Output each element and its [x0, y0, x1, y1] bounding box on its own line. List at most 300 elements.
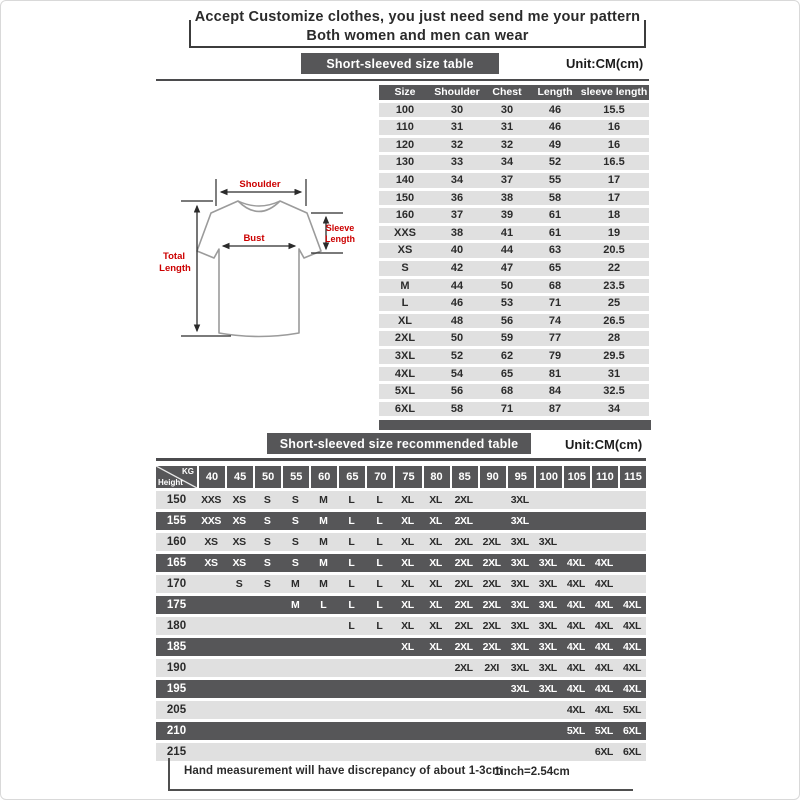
- recommended-size-cell: L: [376, 577, 383, 590]
- recommended-size-cell: 3XL: [538, 598, 557, 611]
- recommended-size-cell: XL: [401, 556, 414, 569]
- size-table-cell: 54: [450, 367, 464, 380]
- recommended-size-cell: 4XL: [594, 598, 613, 611]
- recommended-table-rows: [156, 491, 646, 761]
- recommended-size-cell: 4XL: [566, 661, 585, 674]
- height-cell: 170: [166, 577, 187, 590]
- recommended-size-cell: 3XL: [510, 598, 529, 611]
- recommended-size-cell: [197, 722, 225, 740]
- recommended-size-cell: 6XL: [594, 745, 613, 758]
- recommended-table-row: [156, 533, 646, 551]
- size-table-cell: 100: [395, 103, 415, 116]
- weight-header-cell: 70: [367, 466, 393, 488]
- recommended-size-cell: [253, 659, 281, 677]
- top-note: [191, 8, 644, 45]
- recommended-size-cell: L: [348, 514, 355, 527]
- size-table-cell: 71: [500, 402, 514, 415]
- size-table-cell: 5XL: [394, 385, 416, 398]
- recommended-size-cell: 2XL: [454, 598, 473, 611]
- recommended-size-cell: 3XL: [510, 514, 529, 527]
- recommended-table-row: [156, 722, 646, 740]
- recommended-size-cell: [197, 680, 225, 698]
- size-table-cell: 55: [548, 173, 562, 186]
- size-table-cell: 30: [500, 103, 514, 116]
- recommended-size-cell: [422, 680, 450, 698]
- height-cell: 175: [166, 598, 187, 611]
- recommended-size-cell: [253, 722, 281, 740]
- recommended-table-row: [156, 596, 646, 614]
- recommended-size-cell: 4XL: [622, 598, 641, 611]
- size-table-cell: 62: [500, 349, 514, 362]
- size-table-cell: 44: [450, 279, 464, 292]
- recommended-size-cell: 3XL: [538, 661, 557, 674]
- sleeve-length-label-2: Length: [325, 234, 355, 244]
- size-table-cell: 49: [548, 138, 562, 151]
- recommended-table-row: [156, 701, 646, 719]
- size-table-cell: 71: [548, 297, 562, 310]
- recommended-size-cell: 4XL: [594, 577, 613, 590]
- size-table-cell: 50: [450, 332, 464, 345]
- recommended-size-cell: S: [263, 494, 271, 506]
- recommended-size-cell: [309, 722, 337, 740]
- size-table-cell: 68: [548, 279, 562, 292]
- recommended-size-cell: XL: [429, 598, 442, 611]
- recommended-table-row: [156, 617, 646, 635]
- size-table-cell: 47: [500, 261, 514, 274]
- top-note-line1: Accept Customize clothes, you just need send me your pattern: [194, 9, 641, 25]
- recommended-size-cell: 2XL: [454, 535, 473, 548]
- recommended-size-cell: [590, 491, 618, 509]
- size-table-cell: L: [401, 297, 409, 310]
- recommended-size-cell: [337, 680, 365, 698]
- recommended-size-cell: 3XL: [510, 535, 529, 548]
- recommended-size-cell: 2XL: [482, 598, 501, 611]
- size-table-cell: 65: [548, 261, 562, 274]
- total-length-label-1: Total: [163, 251, 185, 262]
- recommended-size-cell: [562, 512, 590, 530]
- recommended-size-cell: 3XL: [538, 640, 557, 653]
- recommended-size-cell: 2XL: [454, 577, 473, 590]
- recommended-size-cell: M: [291, 598, 300, 611]
- recommended-size-cell: [337, 701, 365, 719]
- recommended-size-cell: 4XL: [622, 640, 641, 653]
- size-table-row: [379, 261, 649, 276]
- recommended-table-row: [156, 554, 646, 572]
- size-table-cell: 16: [607, 121, 621, 134]
- tshirt-outline: [197, 201, 321, 337]
- recommended-size-cell: [365, 722, 393, 740]
- size-col-header: Chest: [492, 86, 522, 98]
- height-cell: 190: [166, 661, 187, 674]
- recommended-size-cell: XL: [429, 640, 442, 653]
- recommended-size-cell: L: [376, 619, 383, 632]
- recommended-size-cell: 4XL: [566, 577, 585, 590]
- size-table-cell: 65: [500, 367, 514, 380]
- size-table-cell: 19: [607, 226, 621, 239]
- recommended-size-cell: 2XL: [482, 535, 501, 548]
- recommended-size-cell: 6XL: [622, 724, 641, 737]
- weight-header-cell: 40: [199, 466, 225, 488]
- size-table-cell: 2XL: [394, 332, 416, 345]
- size-table-cell: XL: [397, 314, 413, 327]
- recommended-size-cell: [365, 680, 393, 698]
- weight-header-cell: 60: [311, 466, 337, 488]
- height-cell: 195: [166, 682, 187, 695]
- recommended-size-cell: 5XL: [622, 703, 641, 716]
- size-table-cell: 140: [395, 173, 415, 186]
- recommended-size-cell: [225, 722, 253, 740]
- size-table-cell: 34: [607, 402, 621, 415]
- size-table-row: [379, 349, 649, 364]
- recommended-table-row: [156, 659, 646, 677]
- size-table-cell: 17: [607, 173, 621, 186]
- size-table-cell: 74: [548, 314, 562, 327]
- size-table-row: [379, 208, 649, 223]
- recommended-size-cell: 4XL: [566, 682, 585, 695]
- height-cell: 150: [166, 494, 187, 506]
- divider-rule: [156, 79, 649, 81]
- recommended-size-cell: [225, 680, 253, 698]
- recommended-size-cell: 4XL: [566, 619, 585, 632]
- recommended-size-cell: S: [291, 535, 299, 548]
- recommended-size-cell: XS: [204, 535, 218, 548]
- recommended-size-cell: [365, 659, 393, 677]
- size-col-header: Shoulder: [434, 86, 480, 98]
- recommended-size-cell: XL: [429, 556, 442, 569]
- size-table-row: [379, 173, 649, 188]
- size-table-title: Short-sleeved size table: [301, 53, 499, 74]
- recommended-size-cell: [253, 638, 281, 656]
- recommended-size-cell: [534, 512, 562, 530]
- recommended-size-cell: L: [348, 494, 355, 506]
- recommended-size-cell: 3XL: [510, 640, 529, 653]
- size-table-cell: 16.5: [603, 156, 625, 169]
- size-col-header: Length: [537, 86, 573, 98]
- shoulder-label: Shoulder: [239, 179, 281, 190]
- size-table-cell: 39: [500, 209, 514, 222]
- recommended-size-cell: [309, 659, 337, 677]
- size-table-cell: 50: [500, 279, 514, 292]
- size-table-cell: 59: [500, 332, 514, 345]
- recommended-size-cell: [618, 554, 646, 572]
- recommended-size-cell: 4XL: [622, 619, 641, 632]
- recommended-size-cell: L: [376, 514, 383, 527]
- recommended-size-cell: 2XL: [482, 619, 501, 632]
- size-table-cell: 3XL: [394, 349, 416, 362]
- recommended-size-cell: [225, 617, 253, 635]
- recommended-size-cell: [197, 617, 225, 635]
- weight-header-cell: 55: [283, 466, 309, 488]
- size-table-row: [379, 331, 649, 346]
- recommended-size-cell: 2XL: [454, 514, 473, 527]
- size-table-cell: 32: [450, 138, 464, 151]
- recommended-size-cell: 2XL: [454, 556, 473, 569]
- recommended-size-cell: 2XL: [454, 494, 473, 506]
- recommended-size-cell: [281, 701, 309, 719]
- recommended-size-cell: [478, 722, 506, 740]
- size-table-cell: 37: [450, 209, 464, 222]
- size-table-cell: 6XL: [394, 402, 416, 415]
- size-table-cell: 41: [500, 226, 514, 239]
- size-table-cell: 56: [450, 385, 464, 398]
- size-table-row: [379, 138, 649, 153]
- recommended-size-cell: L: [348, 556, 355, 569]
- recommended-size-cell: XL: [429, 577, 442, 590]
- recommended-size-cell: 4XL: [566, 598, 585, 611]
- recommended-size-cell: [393, 680, 421, 698]
- recommended-size-cell: [197, 701, 225, 719]
- recommended-size-cell: 3XL: [510, 577, 529, 590]
- size-table-cell: XXS: [393, 226, 416, 239]
- size-table-cell: 15.5: [603, 103, 625, 116]
- recommended-size-cell: 3XL: [538, 619, 557, 632]
- recommended-size-cell: [478, 701, 506, 719]
- recommended-size-cell: [281, 722, 309, 740]
- recommended-size-cell: [450, 722, 478, 740]
- recommended-size-cell: S: [291, 556, 299, 569]
- recommended-size-cell: XL: [401, 577, 414, 590]
- height-cell: 215: [166, 745, 187, 758]
- size-table-cell: 40: [450, 244, 464, 257]
- recommended-size-cell: [197, 638, 225, 656]
- recommended-size-cell: [225, 659, 253, 677]
- size-table-cell: 42: [450, 261, 464, 274]
- weight-header-cell: 115: [620, 466, 646, 488]
- size-table-cell: 63: [548, 244, 562, 257]
- recommended-size-cell: L: [376, 535, 383, 548]
- size-table-cell: 52: [450, 349, 464, 362]
- recommended-size-cell: XL: [429, 514, 442, 527]
- recommended-size-cell: 3XL: [510, 619, 529, 632]
- recommended-size-cell: [478, 512, 506, 530]
- recommended-size-cell: XS: [232, 556, 246, 569]
- height-cell: 210: [166, 724, 187, 737]
- height-cell: 205: [166, 703, 187, 716]
- kg-height-corner-cell: [156, 466, 197, 488]
- recommended-size-cell: XL: [401, 494, 414, 506]
- size-table-cell: 30: [450, 103, 464, 116]
- recommended-size-cell: [309, 701, 337, 719]
- recommended-size-cell: [393, 701, 421, 719]
- size-table: [379, 85, 649, 419]
- bust-label: Bust: [243, 233, 265, 244]
- recommended-size-cell: [506, 722, 534, 740]
- size-table-cell: 87: [548, 402, 562, 415]
- size-table-cell: 150: [395, 191, 415, 204]
- size-table-row: [379, 279, 649, 294]
- recommended-size-cell: 3XL: [510, 556, 529, 569]
- size-col-header: sleeve length: [580, 86, 648, 98]
- size-table-cell: 46: [548, 103, 562, 116]
- recommended-size-cell: [365, 701, 393, 719]
- recommended-size-cell: 4XL: [594, 556, 613, 569]
- size-table-row: [379, 384, 649, 399]
- size-table-cell: 23.5: [603, 279, 625, 292]
- recommended-size-cell: S: [263, 556, 271, 569]
- recommended-size-cell: [534, 701, 562, 719]
- recommended-size-cell: 3XL: [538, 535, 557, 548]
- size-table-cell: 46: [450, 297, 464, 310]
- recommended-size-cell: S: [235, 577, 243, 590]
- weight-header-cell: 80: [424, 466, 450, 488]
- size-table-cell: 26.5: [603, 314, 625, 327]
- weight-header-cell: 95: [508, 466, 534, 488]
- recommended-size-cell: [253, 596, 281, 614]
- recommended-table-row: [156, 575, 646, 593]
- recommended-size-cell: [450, 680, 478, 698]
- recommended-size-cell: M: [319, 494, 328, 506]
- recommended-size-cell: [197, 659, 225, 677]
- recommended-size-cell: [422, 659, 450, 677]
- recommended-size-cell: [618, 575, 646, 593]
- size-table-cell: 110: [396, 121, 414, 134]
- size-table-cell: 37: [500, 173, 514, 186]
- size-table-cell: S: [401, 261, 409, 274]
- size-table-cell: XS: [397, 244, 413, 257]
- size-table-cell: 38: [500, 191, 514, 204]
- recommended-size-cell: XL: [401, 640, 414, 653]
- recommended-size-cell: XL: [429, 535, 442, 548]
- size-table-cell: 81: [548, 367, 562, 380]
- divider-rule-2: [156, 458, 646, 461]
- recommended-size-cell: 4XL: [594, 682, 613, 695]
- recommended-size-cell: [309, 638, 337, 656]
- recommended-size-cell: S: [263, 577, 271, 590]
- recommended-size-cell: [618, 491, 646, 509]
- recommended-size-cell: [393, 659, 421, 677]
- recommended-size-cell: XL: [401, 514, 414, 527]
- recommended-size-cell: 4XL: [566, 703, 585, 716]
- size-table-row: [379, 191, 649, 206]
- recommended-size-cell: [309, 680, 337, 698]
- recommended-size-cell: [281, 659, 309, 677]
- recommended-size-cell: L: [348, 598, 355, 611]
- recommended-size-cell: [534, 491, 562, 509]
- recommended-size-cell: [225, 701, 253, 719]
- recommended-size-cell: [422, 701, 450, 719]
- size-table-row: [379, 314, 649, 329]
- recommended-size-cell: XS: [232, 494, 246, 506]
- size-table-row: [379, 103, 649, 118]
- size-table-cell: 22: [607, 261, 621, 274]
- size-table-cell: 34: [500, 156, 514, 169]
- recommended-size-cell: M: [319, 577, 328, 590]
- size-table-cell: 61: [548, 226, 562, 239]
- size-table-cell: 84: [548, 385, 562, 398]
- size-table-cell: 28: [607, 332, 621, 345]
- recommended-size-cell: 3XL: [538, 682, 557, 695]
- recommended-size-cell: 3XL: [510, 661, 529, 674]
- total-length-label-2: Length: [159, 263, 191, 274]
- corner-height-label: Height: [158, 478, 183, 487]
- recommended-size-cell: XS: [232, 514, 246, 527]
- size-table-cell: 16: [607, 138, 621, 151]
- size-table-row: [379, 226, 649, 241]
- tshirt-measure-diagram: [141, 159, 366, 364]
- size-table-cell: 120: [395, 138, 415, 151]
- recommended-table-row: [156, 491, 646, 509]
- recommended-size-cell: XL: [429, 619, 442, 632]
- size-table-cell: 31: [607, 367, 621, 380]
- size-table-cell: 46: [548, 121, 562, 134]
- recommended-size-cell: [253, 617, 281, 635]
- size-table-cell: 56: [500, 314, 514, 327]
- recommended-size-cell: [365, 638, 393, 656]
- weight-header-cell: 65: [339, 466, 365, 488]
- recommended-size-cell: L: [348, 619, 355, 632]
- recommended-size-cell: [337, 722, 365, 740]
- recommended-size-cell: 4XL: [594, 661, 613, 674]
- recommended-size-cell: [225, 596, 253, 614]
- recommended-size-cell: 5XL: [566, 724, 585, 737]
- size-table-cell: 4XL: [394, 367, 416, 380]
- sleeve-length-label-1: Sleeve: [325, 223, 355, 233]
- recommended-size-cell: [281, 638, 309, 656]
- recommended-size-cell: L: [376, 494, 383, 506]
- recommended-size-cell: [337, 638, 365, 656]
- recommended-size-cell: [534, 722, 562, 740]
- recommended-size-cell: [450, 701, 478, 719]
- recommended-size-cell: [281, 680, 309, 698]
- recommended-table-row: [156, 512, 646, 530]
- size-table-cell: 38: [450, 226, 464, 239]
- tshirt-diagram-svg: [141, 159, 366, 364]
- recommended-size-cell: L: [348, 535, 355, 548]
- recommended-size-cell: 4XL: [594, 619, 613, 632]
- recommended-size-cell: 4XL: [622, 661, 641, 674]
- recommended-size-cell: 3XL: [510, 494, 529, 506]
- size-table-cell: M: [400, 279, 410, 292]
- size-table-cell: 17: [607, 191, 621, 204]
- size-col-header: Size: [394, 86, 416, 98]
- recommended-size-cell: [337, 659, 365, 677]
- recommended-size-cell: L: [320, 598, 327, 611]
- weight-header-cell: 85: [452, 466, 478, 488]
- recommended-table-title: Short-sleeved size recommended table: [267, 433, 531, 454]
- recommended-size-cell: XXS: [201, 514, 221, 527]
- recommended-size-cell: 3XL: [538, 577, 557, 590]
- recommended-size-cell: 4XL: [594, 703, 613, 716]
- size-table-cell: 33: [450, 156, 464, 169]
- height-cell: 155: [166, 514, 187, 527]
- recommended-size-cell: XL: [401, 598, 414, 611]
- recommended-size-cell: 3XL: [538, 556, 557, 569]
- size-table-row: [379, 243, 649, 258]
- recommended-size-cell: XL: [429, 494, 442, 506]
- recommended-size-cell: S: [263, 535, 271, 548]
- size-table-row: [379, 402, 649, 417]
- recommended-size-cell: XXS: [201, 494, 221, 506]
- recommended-size-cell: XS: [232, 535, 246, 548]
- recommended-size-cell: 4XL: [622, 682, 641, 695]
- size-table-cell: 68: [500, 385, 514, 398]
- recommended-size-cell: M: [319, 556, 328, 569]
- bottom-note-text: Hand measurement will have discrepancy of about 1-3cm: [184, 765, 503, 777]
- recommended-size-cell: 2XL: [482, 577, 501, 590]
- height-cell: 160: [166, 535, 187, 548]
- recommended-size-cell: [253, 701, 281, 719]
- size-table-cell: 79: [548, 349, 562, 362]
- recommended-size-cell: S: [263, 514, 271, 527]
- weight-header-cell: 90: [480, 466, 506, 488]
- size-table-cell: 31: [450, 121, 464, 134]
- recommended-size-cell: S: [291, 494, 299, 506]
- recommended-size-cell: XL: [401, 619, 414, 632]
- recommended-size-cell: 4XL: [594, 640, 613, 653]
- recommended-size-cell: 4XL: [566, 556, 585, 569]
- recommended-table-row: [156, 638, 646, 656]
- height-cell: 165: [166, 556, 187, 569]
